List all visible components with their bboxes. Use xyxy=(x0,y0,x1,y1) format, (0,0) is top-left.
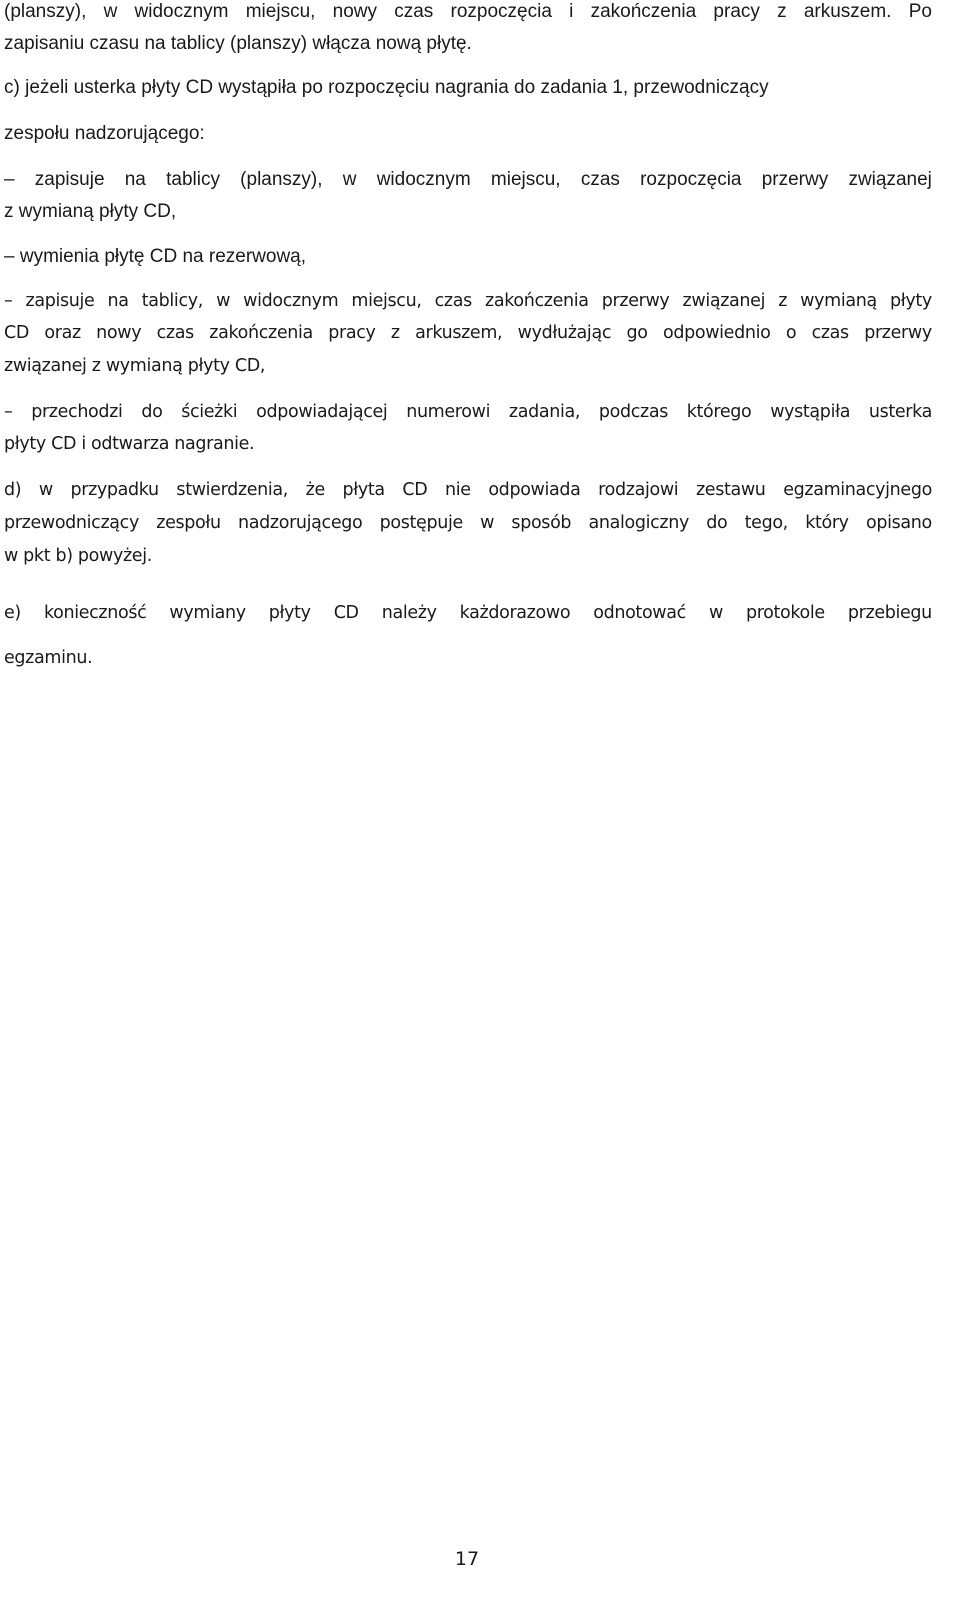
word: e) xyxy=(4,603,21,623)
word: analogiczny xyxy=(588,513,689,533)
word: tablicy xyxy=(166,169,220,190)
word: który xyxy=(805,513,849,533)
word: zapisuje xyxy=(25,291,95,311)
word: z xyxy=(778,291,788,311)
word: tego, xyxy=(744,513,788,533)
paragraph-b-end-line-1 xyxy=(4,2,932,21)
word: odpowiada xyxy=(488,480,581,500)
word: zakończenia xyxy=(485,291,589,311)
word: do xyxy=(706,513,728,533)
word: z xyxy=(777,1,787,22)
word: przypadku xyxy=(70,480,159,500)
word: – xyxy=(4,291,13,311)
word: w xyxy=(103,1,118,22)
word: czas xyxy=(811,323,849,343)
word: każdorazowo xyxy=(459,603,571,623)
word: w xyxy=(38,480,53,500)
word: widocznym xyxy=(134,1,229,22)
word: nowy xyxy=(332,1,377,22)
bullet-4-line-1 xyxy=(4,404,932,422)
word: w xyxy=(708,603,723,623)
word: miejscu, xyxy=(351,291,422,311)
word: rozpoczęcia xyxy=(640,169,742,190)
word: czas xyxy=(394,1,434,22)
word: zakończenia xyxy=(590,1,697,22)
word: na xyxy=(107,291,129,311)
paragraph-d-line-1 xyxy=(4,482,932,500)
word: konieczność xyxy=(43,603,147,623)
word: odnotować xyxy=(593,603,686,623)
word: numerowi xyxy=(406,402,491,422)
word: opisano xyxy=(865,513,932,533)
word: sposób xyxy=(511,513,572,533)
bullet-1-line-1 xyxy=(4,170,932,189)
word: widocznym xyxy=(243,291,339,311)
word: wymiany xyxy=(169,603,246,623)
word: przebiegu xyxy=(847,603,932,623)
paragraph-c-line-2: zespołu nadzorującego: xyxy=(4,123,205,144)
word: podczas xyxy=(598,402,668,422)
word: arkuszem, xyxy=(415,323,503,343)
word: postępuje xyxy=(379,513,463,533)
word: zadania, xyxy=(508,402,581,422)
word: zestawu xyxy=(695,480,766,500)
word: pracy xyxy=(328,323,376,343)
word: czas xyxy=(156,323,194,343)
word: d) xyxy=(4,480,22,500)
word: arkuszem. xyxy=(803,1,892,22)
paragraph-d-line-3: w pkt b) powyżej. xyxy=(4,546,152,566)
word: przerwy xyxy=(761,169,829,190)
word: którego xyxy=(686,402,752,422)
word: CD xyxy=(402,480,428,500)
word: związanej xyxy=(848,169,932,190)
bullet-3-line-3: związanej z wymianą płyty CD, xyxy=(4,356,266,376)
word: wymianą xyxy=(800,291,877,311)
word: w xyxy=(342,169,357,190)
word: płyta xyxy=(342,480,385,500)
word: związanej xyxy=(682,291,766,311)
word: (planszy), xyxy=(240,169,323,190)
word: pracy xyxy=(713,1,760,22)
word: płyty xyxy=(268,603,311,623)
word: odpowiednio xyxy=(662,323,771,343)
word: nadzorującego xyxy=(238,513,363,533)
word: protokole xyxy=(745,603,825,623)
word: (planszy), xyxy=(4,1,87,22)
word: czas xyxy=(580,169,620,190)
word: że xyxy=(305,480,325,500)
bullet-2-line-1: – wymienia płytę CD na rezerwową, xyxy=(4,246,307,267)
word: widocznym xyxy=(376,169,471,190)
word: tablicy, xyxy=(141,291,203,311)
word: – xyxy=(4,402,13,422)
word: w xyxy=(216,291,231,311)
word: CD xyxy=(4,323,29,343)
bullet-4-line-2: płyty CD i odtwarza nagranie. xyxy=(4,434,255,454)
word: ścieżki xyxy=(181,402,238,422)
word: oraz xyxy=(44,323,81,343)
word: płyty xyxy=(889,291,932,311)
word: Po xyxy=(908,1,932,22)
word: na xyxy=(124,169,146,190)
word: i xyxy=(569,1,574,22)
word: o xyxy=(785,323,797,343)
paragraph-d-line-2 xyxy=(4,515,932,533)
paragraph-e-line-1 xyxy=(4,605,932,623)
word: zapisuje xyxy=(34,169,105,190)
word: z xyxy=(390,323,400,343)
word: przechodzi xyxy=(31,402,123,422)
word: wydłużając xyxy=(517,323,612,343)
word: stwierdzenia, xyxy=(176,480,288,500)
word: rodzajowi xyxy=(598,480,679,500)
bullet-3-line-2 xyxy=(4,325,932,343)
word: należy xyxy=(381,603,437,623)
word: do xyxy=(141,402,163,422)
word: odpowiadającej xyxy=(256,402,388,422)
word: zespołu xyxy=(156,513,221,533)
word: nie xyxy=(445,480,471,500)
word: miejscu, xyxy=(245,1,316,22)
paragraph-c-line-1: c) jeżeli usterka płyty CD wystąpiła po rozpoczęciu nagrania do zadania 1, przewodniczący xyxy=(4,77,769,98)
word: – xyxy=(4,169,15,190)
paragraph-b-end-line-2: zapisaniu czasu na tablicy (planszy) włącza nową płytę. xyxy=(4,33,472,54)
word: rozpoczęcia xyxy=(450,1,552,22)
word: przerwy xyxy=(864,323,932,343)
paragraph-e-line-2: egzaminu. xyxy=(4,648,93,668)
word: wystąpiła xyxy=(770,402,851,422)
word: CD xyxy=(333,603,359,623)
word: miejscu, xyxy=(490,169,561,190)
word: przewodniczący xyxy=(4,513,139,533)
word: w xyxy=(480,513,495,533)
bullet-3-line-1 xyxy=(4,293,932,311)
word: czas xyxy=(434,291,472,311)
word: egzaminacyjnego xyxy=(783,480,932,500)
bullet-1-line-2: z wymianą płyty CD, xyxy=(4,201,177,222)
page-number: 17 xyxy=(454,1548,480,1570)
word: zakończenia xyxy=(209,323,313,343)
word: go xyxy=(626,323,648,343)
word: usterka xyxy=(868,402,932,422)
word: przerwy xyxy=(601,291,670,311)
word: nowy xyxy=(96,323,142,343)
